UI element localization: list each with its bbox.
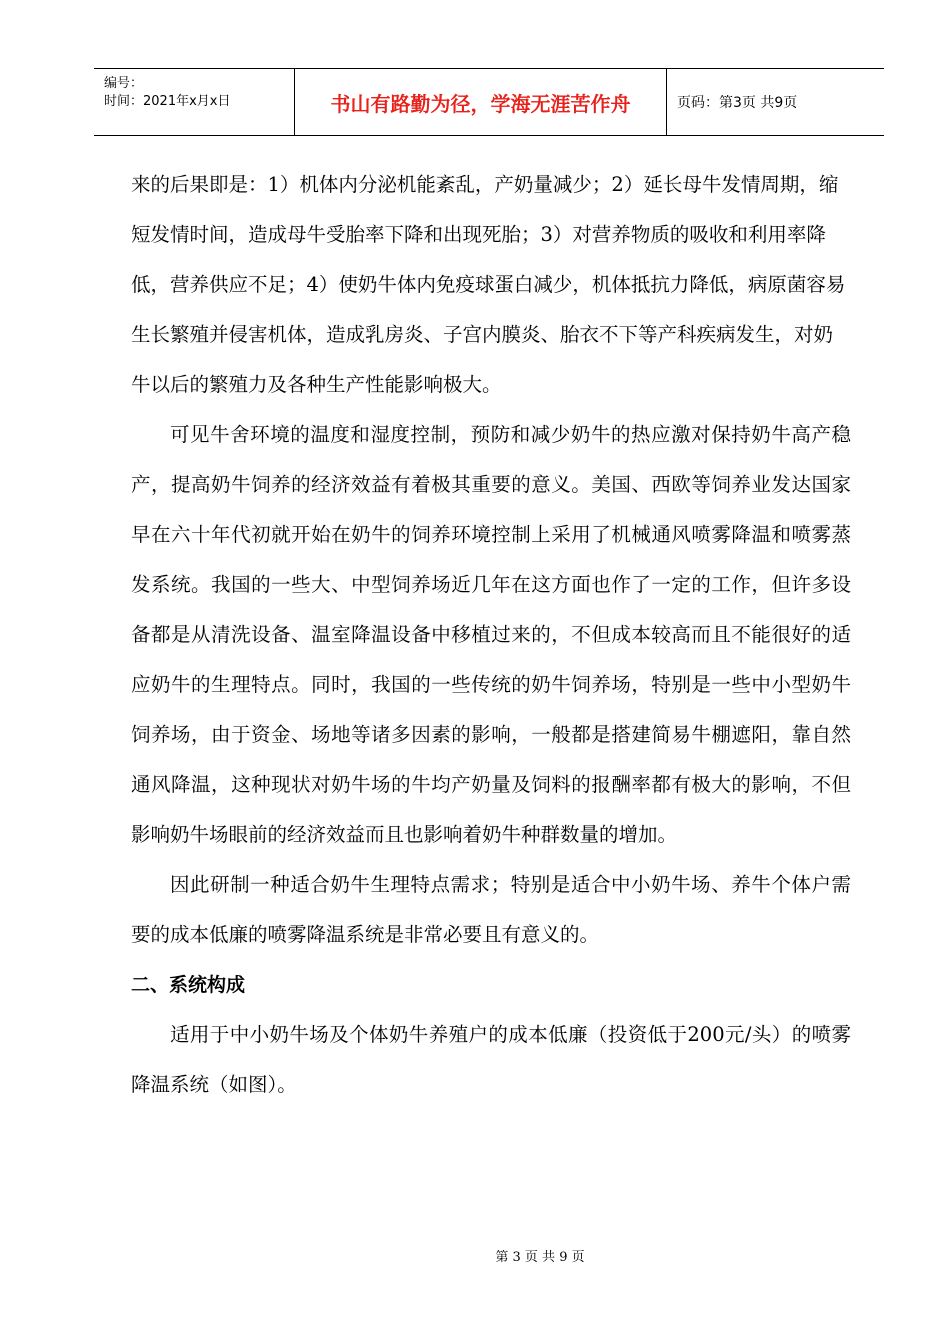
header-page-label: 页码：第3页 共9页 [677, 95, 798, 111]
time-label: 时间：2021年x月x日 [104, 94, 231, 109]
page-footer: 第 3 页 共 9 页 [495, 1250, 585, 1265]
header-motto: 书山有路勤为径，学海无涯苦作舟 [295, 69, 667, 135]
page-header [94, 68, 884, 136]
paragraph-2: 可见牛舍环境的温度和湿度控制，预防和减少奶牛的热应激对保持奶牛高产稳产，提高奶牛饲养的经济效益有着极其重要的意义。美国、西欧等饲养业发达国家早在六十年代初就开始在奶牛的饲养环境控制上采用了机械通风喷雾降温和喷雾蒸发系统。我国的一些大、中型饲养场近几年在这方面也作了一定的工作，但许多设备都是从清洗设备、温室降温设备中移植过来的，不但成本较高而且不能很好的适应奶牛的生理特点。同时，我国的一些传统的奶牛饲养场，特别是一些中小型奶牛饲养场，由于资金、场地等诸多因素的影响，一般都是搭建简易牛棚遮阳，靠自然通风降温，这种现状对奶牛场的牛均产奶量及饲料的报酬率都有极大的影响，不但影响奶牛场眼前的经济效益而且也影响着奶牛种群数量的增加。 [131, 423, 851, 846]
document-body [131, 160, 851, 1110]
paragraph-4: 适用于中小奶牛场及个体奶牛养殖户的成本低廉（投资低于200元/头）的喷雾降温系统（如图）。 [131, 1023, 851, 1096]
number-label: 编号： [104, 76, 144, 91]
header-meta [94, 69, 295, 135]
paragraph-3: 因此研制一种适合奶牛生理特点需求；特别是适合中小奶牛场、养牛个体户需要的成本低廉的喷雾降温系统是非常必要且有意义的。 [131, 873, 851, 946]
paragraph-1: 来的后果即是：1）机体内分泌机能紊乱，产奶量减少；2）延长母牛发情周期，缩短发情时间，造成母牛受胎率下降和出现死胎；3）对营养物质的吸收和利用率降低，营养供应不足；4）使奶牛体内免疫球蛋白减少，机体抵抗力降低，病原菌容易生长繁殖并侵害机体，造成乳房炎、子宫内膜炎、胎衣不下等产科疾病发生，对奶牛以后的繁殖力及各种生产性能影响极大。 [131, 173, 846, 396]
section-title: 二、系统构成 [131, 974, 246, 996]
